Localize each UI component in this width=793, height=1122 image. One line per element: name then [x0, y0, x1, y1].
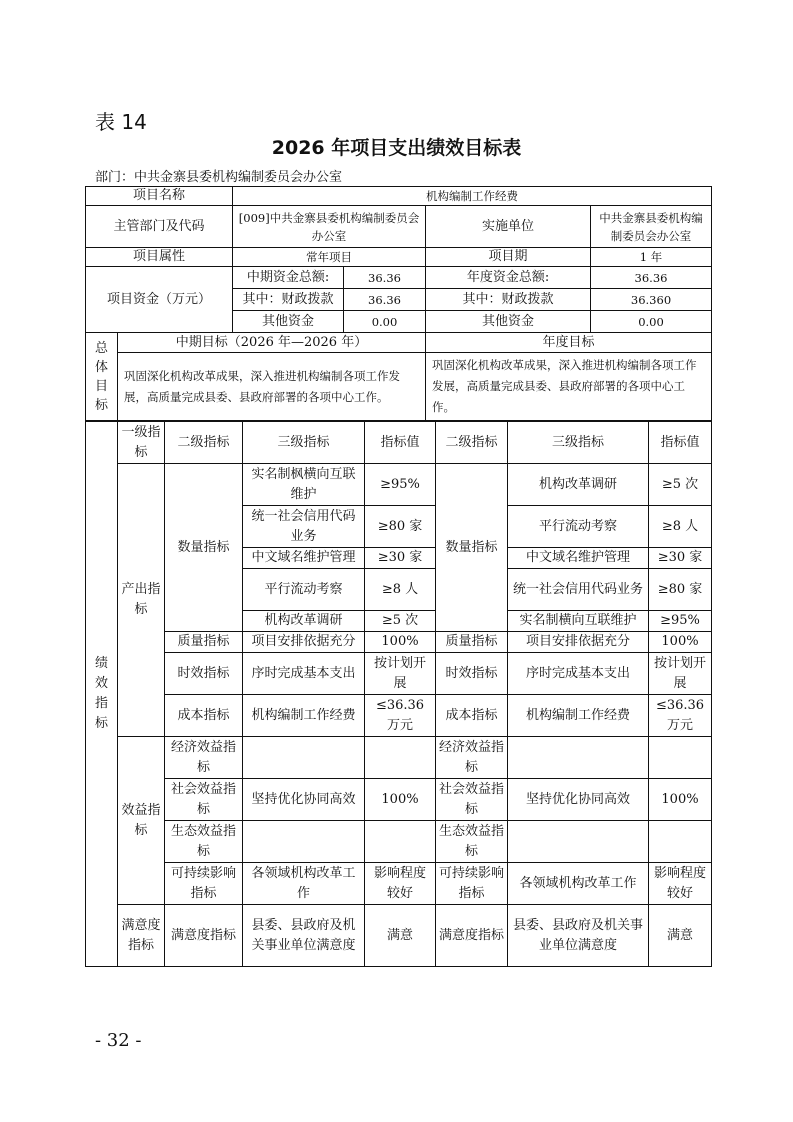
table-row — [243, 737, 365, 779]
performance-table — [85, 421, 712, 967]
quality-label-b: 质量指标 — [436, 632, 508, 653]
header-level2: 二级指标 — [165, 422, 243, 464]
year-goal-header: 年度目标 — [426, 333, 712, 353]
header-level1: 一级指标 — [118, 422, 165, 464]
output-label: 产出指标 — [118, 464, 165, 737]
table-row: 项目安排依据充分 — [508, 632, 649, 653]
header-value: 指标值 — [365, 422, 436, 464]
satisfaction-label: 满意度指标 — [165, 905, 243, 967]
table-row: ≤36.36 万元 — [649, 695, 712, 737]
table-row: 影响程度较好 — [365, 863, 436, 905]
table-row: ≥30 家 — [365, 548, 436, 569]
table-row: 按计划开展 — [365, 653, 436, 695]
year-finance-label: 其中：财政拨款 — [426, 289, 591, 311]
mid-finance-value: 36.36 — [344, 289, 426, 311]
table-row: ≥5 次 — [649, 464, 712, 506]
timeliness-label-b: 时效指标 — [436, 653, 508, 695]
year-other-label: 其他资金 — [426, 311, 591, 333]
table-row — [243, 821, 365, 863]
header-level3-b: 三级指标 — [508, 422, 649, 464]
year-total-label: 年度资金总额: — [426, 267, 591, 289]
page-title: 2026 年项目支出绩效目标表 — [271, 137, 522, 159]
department-line: 部门：中共金寨县委机构编制委员会办公室 — [95, 170, 343, 185]
social-label-b: 社会效益指标 — [436, 779, 508, 821]
table-row: 序时完成基本支出 — [243, 653, 365, 695]
header-level3: 三级指标 — [243, 422, 365, 464]
table-row: ≥80 家 — [649, 569, 712, 611]
benefit-label: 效益指标 — [118, 737, 165, 905]
social-label: 社会效益指标 — [165, 779, 243, 821]
table-row: 机构改革调研 — [508, 464, 649, 506]
table-row: 机构编制工作经费 — [243, 695, 365, 737]
timeliness-label: 时效指标 — [165, 653, 243, 695]
period-value: 1 年 — [591, 248, 712, 267]
table-row: ≥5 次 — [365, 611, 436, 632]
table-row: 100% — [365, 779, 436, 821]
project-name-value: 机构编制工作经费 — [233, 187, 712, 206]
table-row: 满意 — [365, 905, 436, 967]
table-row: 按计划开展 — [649, 653, 712, 695]
table-row: ≥80 家 — [365, 506, 436, 548]
table-row: 坚持优化协同高效 — [508, 779, 649, 821]
table-row: 各领域机构改革工作 — [508, 863, 649, 905]
table-row: 影响程度较好 — [649, 863, 712, 905]
mid-total-label: 中期资金总额: — [233, 267, 344, 289]
dept-value: [009]中共金寨县委机构编制委员会办公室 — [233, 206, 426, 248]
table-row — [365, 821, 436, 863]
table-row: 坚持优化协同高效 — [243, 779, 365, 821]
table-row: 中文域名维护管理 — [243, 548, 365, 569]
year-finance-value: 36.360 — [591, 289, 712, 311]
table-row: 各领域机构改革工作 — [243, 863, 365, 905]
table-row: 机构编制工作经费 — [508, 695, 649, 737]
attr-value: 常年项目 — [233, 248, 426, 267]
ecological-label: 生态效益指标 — [165, 821, 243, 863]
mid-other-label: 其他资金 — [233, 311, 344, 333]
cost-label: 成本指标 — [165, 695, 243, 737]
period-label: 项目期 — [426, 248, 591, 267]
table-row: 满意 — [649, 905, 712, 967]
overall-goals-label: 总体目标 — [86, 333, 118, 421]
mid-goal-text: 巩固深化机构改革成果，深入推进机构编制各项工作发展，高质量完成县委、县政府部署的各项中心工作。 — [118, 353, 426, 421]
table-row: 中文域名维护管理 — [508, 548, 649, 569]
table-row: ≥95% — [649, 611, 712, 632]
economic-label: 经济效益指标 — [165, 737, 243, 779]
mid-other-value: 0.00 — [344, 311, 426, 333]
mid-finance-label: 其中：财政拨款 — [233, 289, 344, 311]
perf-side-label: 绩效指标 — [86, 422, 118, 967]
year-total-value: 36.36 — [591, 267, 712, 289]
table-row: 统一社会信用代码业务 — [243, 506, 365, 548]
table-row: 实名制横向互联维护 — [508, 611, 649, 632]
table-row — [365, 737, 436, 779]
table-row: 100% — [649, 632, 712, 653]
table-row — [649, 737, 712, 779]
impl-value: 中共金寨县委机构编制委员会办公室 — [591, 206, 712, 248]
header-level2-b: 二级指标 — [436, 422, 508, 464]
table-row: 平行流动考察 — [508, 506, 649, 548]
table-row: 县委、县政府及机关事业单位满意度 — [243, 905, 365, 967]
table-row: 县委、县政府及机关事业单位满意度 — [508, 905, 649, 967]
table-row — [508, 821, 649, 863]
table-row: ≥30 家 — [649, 548, 712, 569]
sustainable-label: 可持续影响指标 — [165, 863, 243, 905]
funds-label: 项目资金（万元） — [86, 267, 233, 333]
dept-label: 主管部门及代码 — [86, 206, 233, 248]
year-other-value: 0.00 — [591, 311, 712, 333]
header-value-b: 指标值 — [649, 422, 712, 464]
table-row: ≥95% — [365, 464, 436, 506]
sustainable-label-b: 可持续影响指标 — [436, 863, 508, 905]
project-name-label: 项目名称 — [86, 187, 233, 206]
table-row: 100% — [365, 632, 436, 653]
quantity-label: 数量指标 — [165, 464, 243, 632]
table-row: ≤36.36 万元 — [365, 695, 436, 737]
table-row: 平行流动考察 — [243, 569, 365, 611]
table-row: 序时完成基本支出 — [508, 653, 649, 695]
impl-label: 实施单位 — [426, 206, 591, 248]
mid-goal-header: 中期目标（2026 年—2026 年） — [118, 333, 426, 353]
ecological-label-b: 生态效益指标 — [436, 821, 508, 863]
economic-label-b: 经济效益指标 — [436, 737, 508, 779]
table-row: 项目安排依据充分 — [243, 632, 365, 653]
project-info-table — [85, 186, 712, 421]
table-row: ≥8 人 — [365, 569, 436, 611]
table-row: 实名制枫横向互联维护 — [243, 464, 365, 506]
table-row: 100% — [649, 779, 712, 821]
table-row: 统一社会信用代码业务 — [508, 569, 649, 611]
table-number: 表 14 — [95, 110, 147, 134]
table-row: ≥8 人 — [649, 506, 712, 548]
table-row: 机构改革调研 — [243, 611, 365, 632]
table-row — [649, 821, 712, 863]
quality-label: 质量指标 — [165, 632, 243, 653]
year-goal-text: 巩固深化机构改革成果，深入推进机构编制各项工作发展，高质量完成县委、县政府部署的各项中心工作。 — [426, 353, 712, 421]
cost-label-b: 成本指标 — [436, 695, 508, 737]
satisfaction-level1-label: 满意度指标 — [118, 905, 165, 967]
mid-total-value: 36.36 — [344, 267, 426, 289]
table-row — [508, 737, 649, 779]
attr-label: 项目属性 — [86, 248, 233, 267]
page-number: - 32 - — [95, 1030, 142, 1051]
quantity-label-b: 数量指标 — [436, 464, 508, 632]
satisfaction-label-b: 满意度指标 — [436, 905, 508, 967]
